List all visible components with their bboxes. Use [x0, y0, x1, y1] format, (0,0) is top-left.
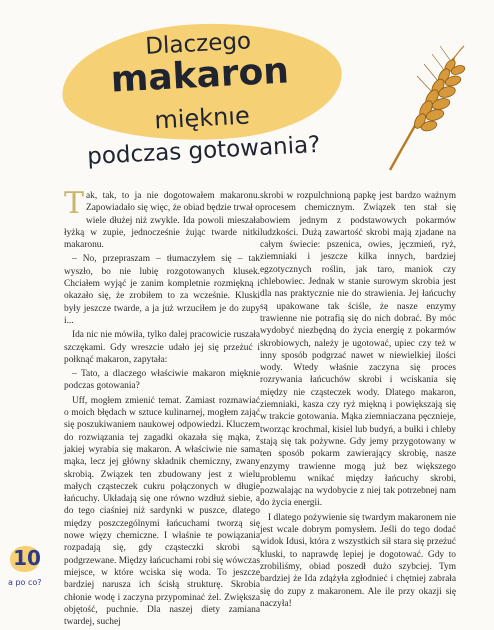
- paragraph: Uff, mogłem zmienić temat. Zamiast rozmawiać o moich błędach w sztuce kulinarnej, mogłem zająć się poszukiwaniem naukowej odpowiedzi. Kluczem do rozwiązania tej zagadki okazała się mąka, z jakiej wyrabia się makaron. A właściwie nie sama mąka, lecz jej główny składnik chemiczny, zwany skrobią. Związek ten zbudowany jest z wielu małych cząsteczek cukru połączonych w długie łańcuchy. Układają się one równo wzdłuż siebie, a do tego ciaśniej niż sardynki w puszce, dlatego między poszczególnymi łańcuchami tworzą się nowe więzy chemiczne. I właśnie te powiązania rozpadają się, gdy cząsteczki skrobi są podgrzewane. Między łańcuchami robi się wówczas miejsce, w które wciska się woda. To jeszcze bardziej narusza ich ścisłą strukturę. Skrobia chłonie wodę i zaczyna przypominać żel. Zwiększa objętość, puchnie. Dla naszej diety zamiana twardej, suchej: [64, 395, 260, 628]
- series-label: a po co?: [8, 578, 42, 587]
- page-title: [63, 23, 340, 173]
- paragraph: – Tato, a dlaczego właściwie makaron mięknie podczas gotowania?: [64, 369, 260, 392]
- paragraph: Ida nic nie mówiła, tylko dalej pracowicie ruszała szczękami. Gdy wreszcie udało jej się przeżuć i połknąć makaron, zapytała:: [64, 330, 260, 365]
- title-line-2: [64, 51, 338, 143]
- title-emphasis: makaron: [109, 50, 290, 101]
- left-column: [64, 186, 260, 630]
- page-number: 10: [13, 546, 41, 570]
- paragraph: skrobi w rozpulchnioną papkę jest bardzo ważnym procesem chemicznym. Związek ten stał się bowiem jednym z podstawowych pokarmów ludzkości. Dużą zawartość skrobi mają zjadane na całym świecie: pszenica, owies, jęczmień, ryż, ziemniaki i jeszcze kilka innych, bardziej egzotycznych roślin, jak taro, maniok czy chlebowiec. Jednak w stanie surowym skrobia jest dla nas praktycznie nie do strawienia. Jej łańcuchy są upakowane tak ściśle, że nasze enzymy trawienne nie potrafią się do nich dobrać. By móc wydobyć niezbędną do życia energię z pokarmów skrobiowych, należy je ugotować, upiec czy też w inny sposób podgrzać nawet w niewielkiej ilości wody. Wtedy właśnie zaczyna się proces rozrywania łańcuchów skrobi i wciskania się między nie cząsteczek wody. Dlatego makaron, ziemniaki, kasza czy ryż miękną i powiększają się w trakcie gotowania. Mąka ziemniaczana pęcznieje, tworząc krochmal, kisiel lub budyń, a bułki i chleby stają się tak pożywne. Gdy jemy przygotowany w ten sposób pokarm zawierający skrobię, nasze enzymy trawienne mogą już bez większego problemu wnikać między łańcuchy skrobi, pozwalając na wydobycie z niej tak potrzebnej nam do życia energii.: [260, 191, 456, 509]
- title-line-2-rest: mięknıe: [153, 101, 251, 135]
- page-number-badge: [10, 544, 42, 572]
- paragraph: [64, 186, 260, 251]
- right-column: [260, 190, 456, 612]
- paragraph: – No, przepraszam – tłumaczyłem się – tak wyszło, bo nie lubię rozgotowanych klusek. Chciałem wyjąć je zanim kompletnie rozmiękną i okazało się, że zrobiłem to za wcześnie. Kluski były jeszcze twarde, a ja już wrzuciłem je do zupy i...: [64, 254, 260, 326]
- paragraph: I dlatego pożywienie się twardym makaronem nie jest wcale dobrym pomysłem. Jeśli do tego dodać widok Idusi, która z wszystkich sił stara się przeżuć kluski, to naprawdę lepiej je dogotować. Gdy to zrobiliśmy, obiad poszedł dużo szybciej. Tym bardziej że Ida zdążyła zgłodnieć i chętniej zabrała się do zupy z makaronem. Ale ile przy okazji się naczyła!: [260, 512, 456, 609]
- title-line-3: podczas gotowania?: [86, 131, 321, 171]
- wheat-ear-icon: [380, 44, 470, 174]
- paragraph-text: ak, tak, to ja nie dogotowałem makaronu. Zapowiadało się więc, że obiad będzie trwał o wiele dłużej niż zwykle. Ida powoli mieszała łyżką w zupie, jednocześnie żując twarde nitki makaronu.: [64, 191, 260, 251]
- drop-cap: T: [64, 186, 85, 221]
- title-line-1: Dlaczego: [144, 28, 252, 60]
